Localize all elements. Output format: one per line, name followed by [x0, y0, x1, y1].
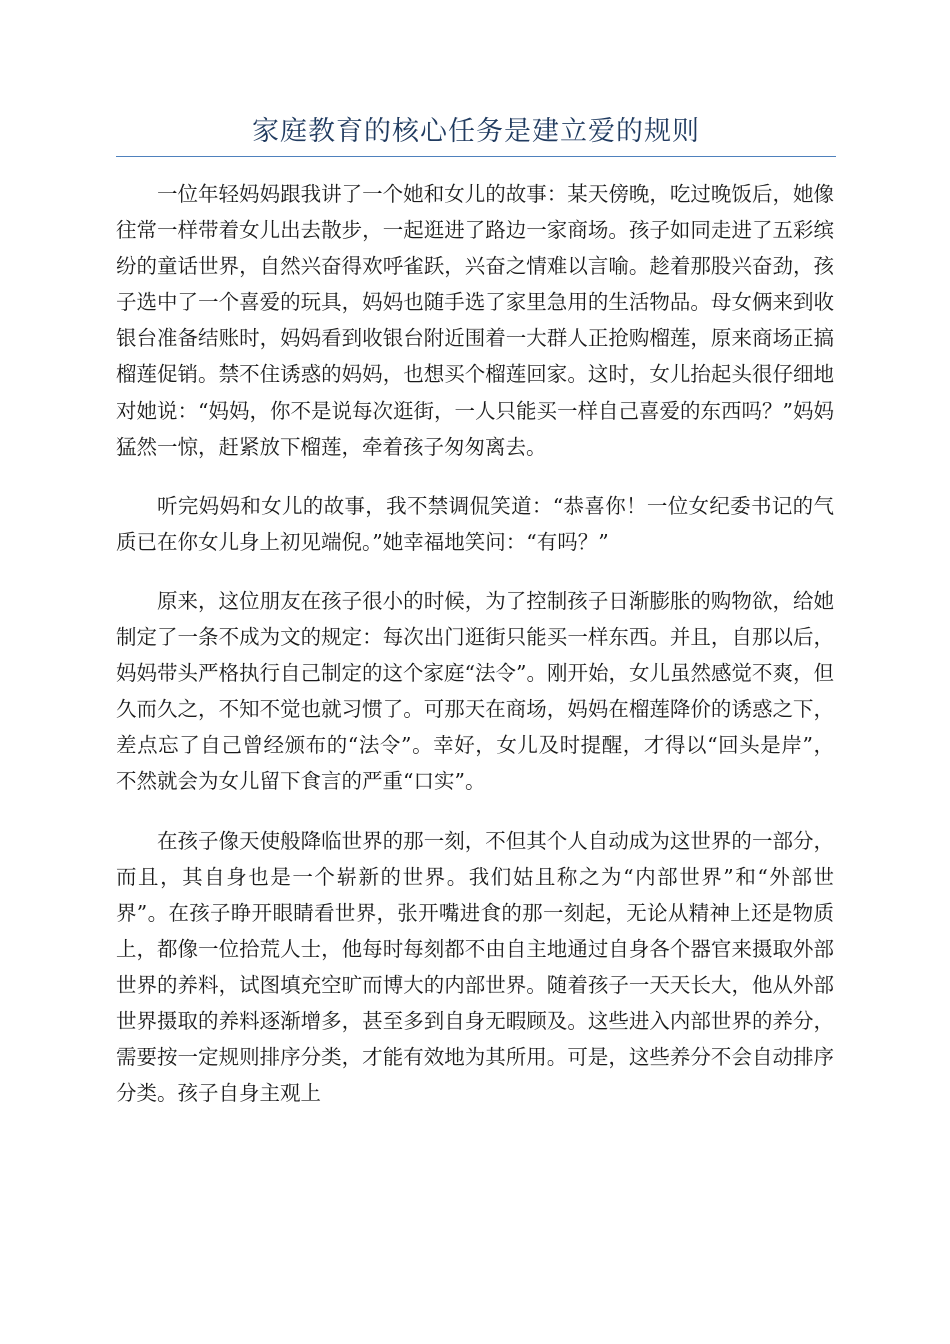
paragraph-2: 听完妈妈和女儿的故事，我不禁调侃笑道：“恭喜你！一位女纪委书记的气质已在你女儿身上初见端倪。”她幸福地笑问：“有吗？” — [116, 493, 834, 554]
document-title: 家庭教育的核心任务是建立爱的规则 — [252, 116, 700, 147]
paragraph-3: 原来，这位朋友在孩子很小的时候，为了控制孩子日渐膨胀的购物欲，给她制定了一条不成为文的规定：每次出门逛街只能买一样东西。并且，自那以后，妈妈带头严格执行自己制定的这个家庭“法令”。刚开始，女儿虽然感觉不爽，但久而久之，不知不觉也就习惯了。可那天在商场，妈妈在榴莲降价的诱惑之下，差点忘了自己曾经颁布的“法令”。幸好，女儿及时提醒，才得以“回头是岸”，不然就会为女儿留下食言的严重“口实”。 — [116, 588, 834, 794]
paragraph-4: 在孩子像天使般降临世界的那一刻，不但其个人自动成为这世界的一部分，而且，其自身也是一个崭新的世界。我们姑且称之为“内部世界”和“外部世界”。在孩子睁开眼睛看世界，张开嘴进食的那一刻起，无论从精神上还是物质上，都像一位拾荒人士，他每时每刻都不由自主地通过自身各个器官来摄取外部世界的养料，试图填充空旷而博大的内部世界。随着孩子一天天长大，他从外部世界摄取的养料逐渐增多，甚至多到自身无暇顾及。这些进入内部世界的养分，需要按一定规则排序分类，才能有效地为其所用。可是，这些养分不会自动排序分类。孩子自身主观上 — [116, 828, 834, 1106]
title-block — [116, 112, 836, 157]
document-body — [116, 176, 834, 1134]
paragraph-1: 一位年轻妈妈跟我讲了一个她和女儿的故事：某天傍晚，吃过晚饭后，她像往常一样带着女儿出去散步，一起逛进了路边一家商场。孩子如同走进了五彩缤纷的童话世界，自然兴奋得欢呼雀跃，兴奋之情难以言喻。趁着那股兴奋劲，孩子选中了一个喜爱的玩具，妈妈也随手选了家里急用的生活物品。母女俩来到收银台准备结账时，妈妈看到收银台附近围着一大群人正抢购榴莲，原来商场正搞榴莲促销。禁不住诱惑的妈妈，也想买个榴莲回家。这时，女儿抬起头很仔细地对她说：“妈妈，你不是说每次逛街，一人只能买一样自己喜爱的东西吗？”妈妈猛然一惊，赶紧放下榴莲，牵着孩子匆匆离去。 — [116, 182, 834, 459]
